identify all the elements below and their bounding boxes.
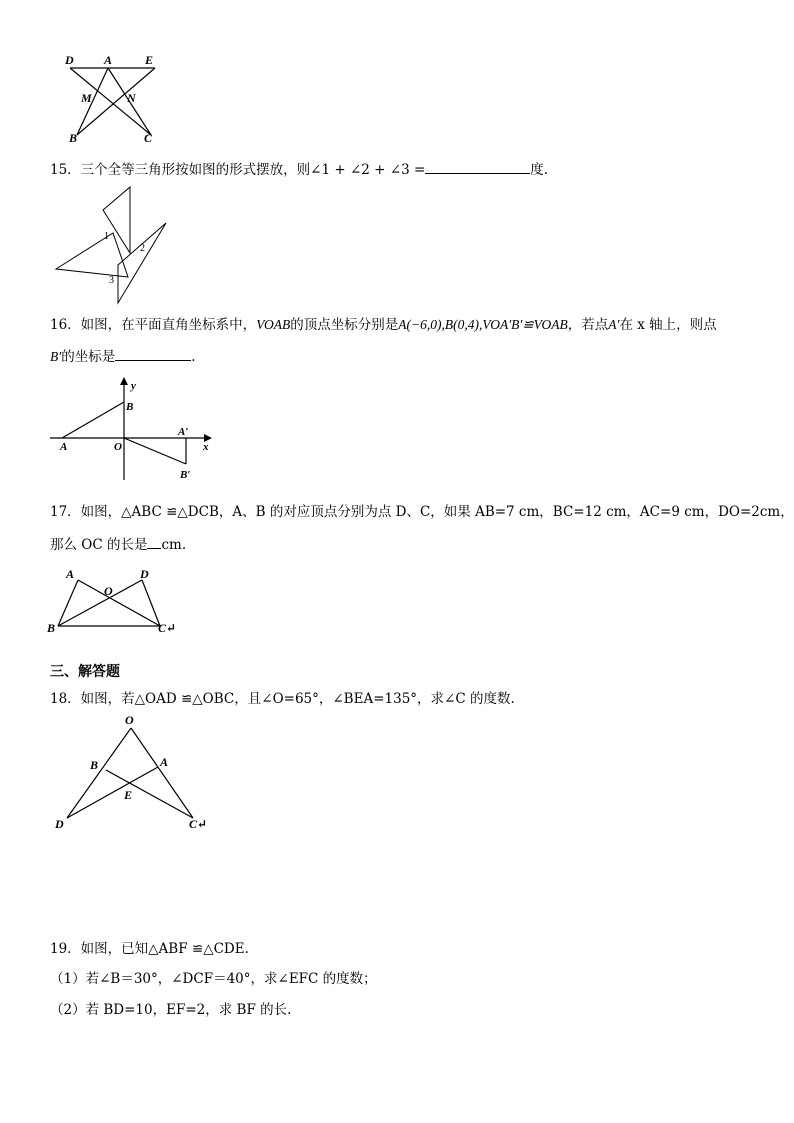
question-16-end: 在 x 轴上，则点 bbox=[619, 317, 717, 333]
question-18-text: 18．如图，若△OAD ≌△OBC，且∠O=65°，∠BEA=135°，求∠C 的度数. bbox=[50, 691, 515, 707]
question-16-line2 bbox=[50, 347, 196, 366]
question-19-part2-text: （2）若 BD=10，EF=2，求 BF 的长. bbox=[50, 1002, 292, 1018]
label-A: A bbox=[104, 53, 113, 67]
question-15-suffix: 度. bbox=[530, 162, 549, 178]
label-B-prime: B′ bbox=[180, 469, 191, 481]
question-18 bbox=[50, 690, 515, 708]
section-heading-answers: 三、解答题 bbox=[50, 664, 120, 680]
question-17-text: 17．如图，△ABC ≌△DCB，A、B 的对应顶点分别为点 D、C，如果 AB=7 cm，BC=12 cm，AC=9 cm，DO=2cm， bbox=[50, 504, 794, 520]
angle-label-2: 2 bbox=[140, 243, 145, 254]
axis-label-y: y bbox=[131, 380, 136, 392]
label-E: E bbox=[145, 53, 154, 67]
question-15 bbox=[50, 160, 548, 179]
question-16-mid: 的顶点坐标分别是 bbox=[290, 317, 399, 333]
label-B: B bbox=[90, 758, 99, 772]
answer-blank-15[interactable] bbox=[425, 160, 530, 174]
label-B: B bbox=[69, 131, 78, 145]
label-A: A bbox=[60, 441, 68, 453]
math-coords: A(−6,0),B(0,4),VOA′B′≌VOAB bbox=[398, 317, 568, 332]
figure-q16 bbox=[48, 372, 218, 484]
answer-blank-17[interactable] bbox=[147, 535, 161, 549]
question-19-part1 bbox=[50, 970, 377, 988]
label-C: C↵ bbox=[158, 621, 177, 635]
question-19-text: 19．如图，已知△ABF ≌△CDE. bbox=[50, 941, 249, 957]
label-A: A bbox=[66, 567, 75, 581]
question-17-line1 bbox=[50, 503, 794, 521]
question-19-line1 bbox=[50, 940, 249, 958]
figure-q14 bbox=[55, 48, 175, 148]
label-A-prime: A′ bbox=[178, 426, 189, 438]
label-C: C↵ bbox=[189, 817, 208, 831]
question-17-line2-prefix: 那么 OC 的长是 bbox=[50, 537, 148, 553]
question-17-line2 bbox=[50, 535, 186, 554]
question-17-line2-suffix: cm. bbox=[161, 537, 187, 553]
figure-q17 bbox=[44, 565, 184, 637]
label-O: O bbox=[125, 713, 134, 727]
label-D: D bbox=[55, 817, 64, 831]
math-triangle-OAB: VOAB bbox=[256, 317, 291, 332]
label-E: E bbox=[124, 788, 133, 802]
answer-blank-16[interactable] bbox=[115, 347, 191, 361]
axis-label-x: x bbox=[203, 441, 209, 453]
math-point-A-prime: A′ bbox=[608, 317, 620, 332]
figure-q15 bbox=[48, 185, 183, 305]
question-16-suffix: ，若点 bbox=[567, 317, 609, 333]
label-B: B bbox=[126, 401, 134, 413]
label-D: D bbox=[140, 567, 149, 581]
question-16-line1 bbox=[50, 316, 717, 334]
label-O: O bbox=[114, 441, 122, 453]
figure-q18 bbox=[50, 712, 215, 832]
label-D: D bbox=[65, 53, 74, 67]
label-A: A bbox=[160, 755, 169, 769]
question-16-prefix: 16．如图，在平面直角坐标系中， bbox=[50, 317, 257, 333]
label-C: C bbox=[144, 131, 153, 145]
label-N: N bbox=[127, 91, 136, 105]
question-19-part2 bbox=[50, 1001, 291, 1019]
angle-label-3: 3 bbox=[109, 275, 114, 286]
angle-label-1: 1 bbox=[104, 231, 109, 242]
label-B: B bbox=[47, 621, 56, 635]
label-M: M bbox=[81, 91, 92, 105]
label-O: O bbox=[104, 584, 113, 598]
question-16-line2-end: . bbox=[191, 349, 196, 365]
question-19-part1-text: （1）若∠B＝30°，∠DCF＝40°，求∠EFC 的度数； bbox=[50, 971, 377, 987]
math-point-B-prime: B′ bbox=[50, 349, 62, 364]
question-15-text: 15．三个全等三角形按如图的形式摆放，则∠1 + ∠2 + ∠3 = bbox=[50, 162, 426, 178]
question-16-line2-text: 的坐标是 bbox=[61, 349, 116, 365]
